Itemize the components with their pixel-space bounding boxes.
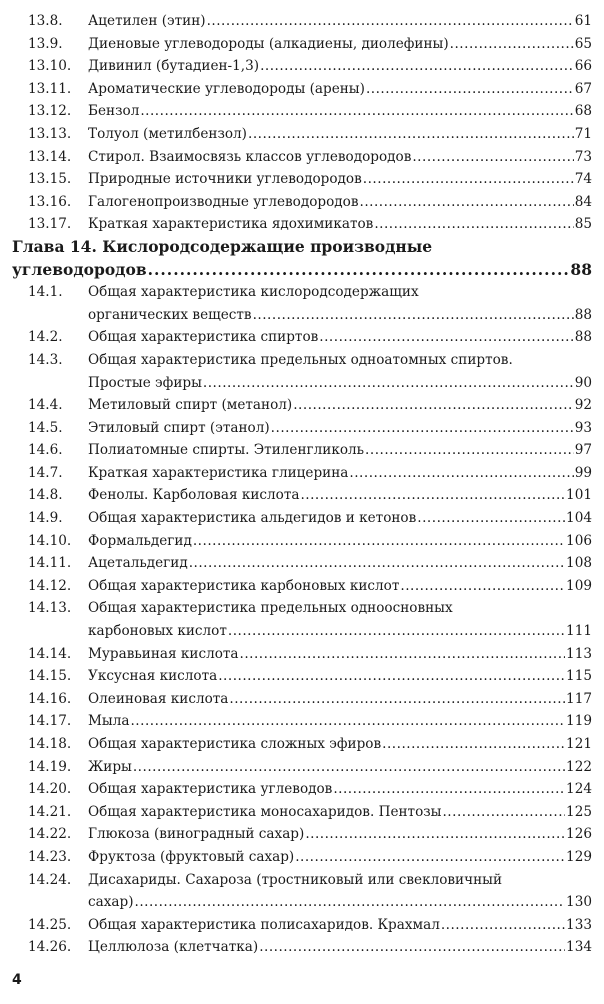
toc-entry-page: 133 bbox=[566, 916, 592, 933]
toc-entry-title-cont: органических веществ bbox=[88, 306, 252, 323]
leader-dots bbox=[228, 620, 565, 643]
toc-entry-title: Ацетилен (этин) bbox=[88, 13, 206, 29]
leader-dots bbox=[450, 33, 574, 56]
leader-dots bbox=[130, 710, 565, 733]
toc-entry-number: 14.24. bbox=[28, 871, 72, 888]
toc-entry[interactable] bbox=[12, 394, 592, 417]
toc-entry-number: 13.16. bbox=[28, 193, 72, 210]
toc-entry-page: 93 bbox=[574, 419, 592, 436]
toc-entry-number: 14.3. bbox=[28, 351, 63, 368]
leader-dots bbox=[259, 936, 565, 959]
toc-entry-page: 108 bbox=[566, 555, 592, 572]
toc-entry[interactable] bbox=[12, 168, 592, 191]
toc-entry-number: 13.17. bbox=[28, 216, 72, 233]
toc-entry-title: Общая характеристика кислородсодержащих bbox=[88, 284, 419, 301]
toc-entry-number: 14.23. bbox=[28, 848, 72, 865]
toc-entry-title: Общая характеристика сложных эфиров bbox=[88, 736, 382, 752]
toc-entry[interactable] bbox=[12, 733, 592, 756]
toc-entry-number: 13.11. bbox=[28, 80, 72, 97]
toc-entry-page: 125 bbox=[566, 803, 592, 820]
toc-entry-title: Муравьиная кислота bbox=[88, 645, 239, 662]
toc-entry-title: Общая характеристика полисахаридов. Крахмал bbox=[88, 916, 440, 933]
leader-dots bbox=[140, 100, 573, 123]
toc-entry-title: Этиловый спирт (этанол) bbox=[88, 419, 270, 436]
toc-entry-number: 14.7. bbox=[28, 464, 63, 481]
toc-entry-title: Общая характеристика предельных одноосновных bbox=[88, 600, 453, 617]
toc-entry-number: 13.12. bbox=[28, 103, 72, 120]
toc-entry[interactable] bbox=[12, 326, 592, 349]
toc-entry[interactable] bbox=[12, 710, 592, 733]
table-of-contents bbox=[12, 10, 592, 959]
toc-entry-page: 85 bbox=[574, 216, 592, 233]
toc-entry-number: 14.6. bbox=[28, 442, 63, 459]
toc-entry[interactable] bbox=[12, 778, 592, 801]
leader-dots bbox=[203, 372, 574, 395]
toc-entry-page: 61 bbox=[574, 13, 592, 29]
leader-dots bbox=[207, 10, 574, 33]
toc-entry-title: Краткая характеристика глицерина bbox=[88, 464, 349, 481]
toc-entry[interactable] bbox=[12, 801, 592, 824]
toc-entry-page: 66 bbox=[574, 58, 592, 75]
leader-dots bbox=[374, 213, 573, 236]
toc-entry-number: 14.17. bbox=[28, 713, 72, 730]
toc-entry-number: 13.10. bbox=[28, 58, 72, 75]
leader-dots bbox=[253, 304, 574, 327]
toc-entry-title: Общая характеристика углеводов bbox=[88, 781, 333, 798]
toc-entry-page: 129 bbox=[566, 848, 592, 865]
toc-entry-number: 14.21. bbox=[28, 803, 72, 820]
toc-entry-page: 71 bbox=[574, 125, 592, 142]
toc-entry-number: 13.15. bbox=[28, 171, 72, 188]
toc-entry-title-cont: сахар) bbox=[88, 894, 134, 911]
toc-entry-page: 88 bbox=[574, 329, 592, 346]
toc-entry-number: 14.1. bbox=[28, 284, 63, 301]
toc-entry-page: 97 bbox=[574, 442, 592, 459]
page-number: 4 bbox=[12, 972, 22, 988]
toc-entry-number: 14.15. bbox=[28, 668, 72, 685]
leader-dots bbox=[133, 756, 565, 779]
toc-group-14 bbox=[12, 281, 592, 959]
toc-entry[interactable] bbox=[12, 100, 592, 123]
toc-entry[interactable] bbox=[12, 10, 592, 33]
toc-entry-number: 14.4. bbox=[28, 397, 63, 414]
toc-entry[interactable] bbox=[12, 439, 592, 462]
toc-entry-page: 90 bbox=[574, 374, 592, 391]
leader-dots bbox=[189, 552, 565, 575]
toc-entry[interactable] bbox=[12, 643, 592, 666]
toc-entry-page: 119 bbox=[566, 713, 592, 730]
chapter-page: 88 bbox=[570, 259, 592, 279]
toc-entry[interactable] bbox=[12, 936, 592, 959]
leader-dots bbox=[365, 439, 574, 462]
toc-entry-number: 14.26. bbox=[28, 939, 72, 956]
toc-entry-title: Олеиновая кислота bbox=[88, 690, 229, 707]
toc-entry-number: 14.20. bbox=[28, 781, 72, 798]
toc-group-13 bbox=[12, 10, 592, 236]
chapter-14-heading[interactable] bbox=[12, 236, 592, 281]
chapter-title-text: углеводородов bbox=[12, 259, 147, 279]
toc-entry[interactable] bbox=[12, 688, 592, 711]
toc-entry[interactable] bbox=[12, 869, 592, 914]
toc-entry-number: 13.8. bbox=[28, 13, 63, 29]
toc-entry[interactable] bbox=[12, 665, 592, 688]
leader-dots bbox=[442, 801, 565, 824]
leader-dots bbox=[400, 575, 565, 598]
toc-entry[interactable] bbox=[12, 146, 592, 169]
toc-entry-title: Метиловый спирт (метанол) bbox=[88, 397, 293, 414]
toc-entry-number: 14.14. bbox=[28, 645, 72, 662]
toc-entry[interactable] bbox=[12, 823, 592, 846]
toc-entry[interactable] bbox=[12, 281, 592, 326]
leader-dots bbox=[229, 688, 565, 711]
leader-dots bbox=[271, 417, 574, 440]
toc-entry[interactable] bbox=[12, 552, 592, 575]
toc-entry[interactable] bbox=[12, 575, 592, 598]
leader-dots bbox=[293, 394, 573, 417]
toc-entry-number: 14.2. bbox=[28, 329, 63, 346]
toc-entry-number: 14.11. bbox=[28, 555, 72, 572]
toc-entry-title: Фенолы. Карболовая кислота bbox=[88, 487, 300, 504]
toc-entry-page: 84 bbox=[574, 193, 592, 210]
toc-entry-page: 68 bbox=[574, 103, 592, 120]
toc-entry[interactable] bbox=[12, 507, 592, 530]
toc-entry-title: Природные источники углеводородов bbox=[88, 171, 362, 188]
toc-entry-page: 124 bbox=[566, 781, 592, 798]
leader-dots bbox=[412, 146, 573, 169]
toc-entry-title: Ароматические углеводороды (арены) bbox=[88, 80, 365, 97]
toc-entry[interactable] bbox=[12, 349, 592, 394]
toc-entry[interactable] bbox=[12, 33, 592, 56]
chapter-title-line2 bbox=[12, 259, 592, 282]
toc-entry-title: Общая характеристика предельных одноатомных спиртов. bbox=[88, 351, 513, 368]
leader-dots bbox=[240, 643, 566, 666]
toc-entry-number: 14.12. bbox=[28, 577, 72, 594]
toc-entry-title: Стирол. Взаимосвязь классов углеводородов bbox=[88, 148, 412, 165]
toc-entry-number: 13.14. bbox=[28, 148, 72, 165]
leader-dots bbox=[260, 55, 574, 78]
toc-entry-number: 14.13. bbox=[28, 600, 72, 617]
leader-dots bbox=[349, 462, 573, 485]
leader-dots bbox=[135, 891, 566, 914]
toc-entry-page: 122 bbox=[566, 758, 592, 775]
toc-entry-page: 134 bbox=[566, 939, 592, 956]
leader-dots bbox=[360, 191, 574, 214]
toc-entry[interactable] bbox=[12, 78, 592, 101]
toc-entry[interactable] bbox=[12, 417, 592, 440]
leader-dots bbox=[366, 78, 574, 101]
toc-entry-page: 73 bbox=[574, 148, 592, 165]
toc-entry-number: 14.22. bbox=[28, 826, 72, 843]
toc-entry-number: 14.10. bbox=[28, 532, 72, 549]
toc-entry-title: Галогенопроизводные углеводородов bbox=[88, 193, 359, 210]
toc-entry[interactable] bbox=[12, 213, 592, 236]
toc-entry-title: Фруктоза (фруктовый сахар) bbox=[88, 848, 295, 865]
toc-entry[interactable] bbox=[12, 123, 592, 146]
toc-entry[interactable] bbox=[12, 462, 592, 485]
toc-entry-page: 121 bbox=[566, 736, 592, 752]
toc-entry-page: 67 bbox=[574, 80, 592, 97]
leader-dots bbox=[417, 507, 565, 530]
toc-entry-page: 88 bbox=[574, 306, 592, 323]
leader-dots bbox=[305, 823, 565, 846]
toc-entry-page: 126 bbox=[566, 826, 592, 843]
toc-entry-number: 13.9. bbox=[28, 35, 63, 52]
toc-entry[interactable] bbox=[12, 846, 592, 869]
toc-entry-page: 101 bbox=[566, 487, 592, 504]
toc-entry-title: Ацетальдегид bbox=[88, 555, 188, 572]
toc-entry-title: Общая характеристика карбоновых кислот bbox=[88, 577, 400, 594]
chapter-title-line1: Глава 14. Кислородсодержащие производные bbox=[12, 236, 433, 256]
toc-entry-number: 14.9. bbox=[28, 510, 63, 527]
toc-entry[interactable] bbox=[12, 55, 592, 78]
toc-entry-title: Общая характеристика альдегидов и кетонов bbox=[88, 510, 417, 527]
toc-entry-title: Толуол (метилбензол) bbox=[88, 125, 247, 142]
toc-entry-title: Жиры bbox=[88, 758, 132, 775]
leader-dots bbox=[441, 914, 565, 937]
toc-entry-number: 14.18. bbox=[28, 736, 72, 752]
toc-entry-page: 111 bbox=[566, 623, 592, 640]
toc-entry-title: Диеновые углеводороды (алкадиены, диолефины) bbox=[88, 35, 449, 52]
toc-entry-title: Целлюлоза (клетчатка) bbox=[88, 939, 259, 956]
toc-entry-number: 14.16. bbox=[28, 690, 72, 707]
leader-dots bbox=[319, 326, 573, 349]
toc-entry-page: 113 bbox=[566, 645, 592, 662]
leader-dots bbox=[333, 778, 565, 801]
toc-entry-page: 109 bbox=[566, 577, 592, 594]
leader-dots bbox=[218, 665, 565, 688]
toc-entry-title: Полиатомные спирты. Этиленгликоль bbox=[88, 442, 365, 459]
toc-entry-page: 104 bbox=[566, 510, 592, 527]
toc-entry-page: 130 bbox=[566, 894, 592, 911]
toc-entry-page: 117 bbox=[566, 690, 592, 707]
leader-dots bbox=[248, 123, 574, 146]
leader-dots bbox=[382, 733, 565, 756]
toc-entry-number: 14.19. bbox=[28, 758, 72, 775]
toc-entry-title: Краткая характеристика ядохимикатов bbox=[88, 216, 374, 233]
toc-entry-title: Мыла bbox=[88, 713, 130, 730]
toc-entry-page: 65 bbox=[574, 35, 592, 52]
toc-entry[interactable] bbox=[12, 191, 592, 214]
toc-entry[interactable] bbox=[12, 597, 592, 642]
toc-entry-number: 13.13. bbox=[28, 125, 72, 142]
toc-entry-number: 14.8. bbox=[28, 487, 63, 504]
toc-entry-page: 74 bbox=[574, 171, 592, 188]
toc-entry-page: 106 bbox=[566, 532, 592, 549]
toc-entry-number: 14.5. bbox=[28, 419, 63, 436]
toc-entry-page: 99 bbox=[574, 464, 592, 481]
leader-dots bbox=[363, 168, 574, 191]
leader-dots bbox=[148, 259, 570, 282]
toc-entry-title: Дисахариды. Сахароза (тростниковый или свекловичный bbox=[88, 871, 503, 888]
toc-entry[interactable] bbox=[12, 756, 592, 779]
toc-entry-title: Формальдегид bbox=[88, 532, 192, 549]
toc-entry-title-cont: карбоновых кислот bbox=[88, 623, 227, 640]
toc-entry-title: Дивинил (бутадиен-1,3) bbox=[88, 58, 260, 75]
toc-entry-title: Общая характеристика спиртов bbox=[88, 329, 319, 346]
leader-dots bbox=[193, 530, 565, 553]
toc-entry-page: 115 bbox=[566, 668, 592, 685]
leader-dots bbox=[295, 846, 565, 869]
toc-entry[interactable] bbox=[12, 914, 592, 937]
toc-entry[interactable] bbox=[12, 530, 592, 553]
toc-entry-title: Общая характеристика моносахаридов. Пентозы bbox=[88, 803, 442, 820]
leader-dots bbox=[300, 484, 565, 507]
toc-entry-title: Уксусная кислота bbox=[88, 668, 218, 685]
toc-entry-title-cont: Простые эфиры bbox=[88, 374, 202, 391]
toc-entry-page: 92 bbox=[574, 397, 592, 414]
toc-entry[interactable] bbox=[12, 484, 592, 507]
toc-entry-title: Бензол bbox=[88, 103, 140, 120]
toc-entry-number: 14.25. bbox=[28, 916, 72, 933]
toc-entry-title: Глюкоза (виноградный сахар) bbox=[88, 826, 305, 843]
